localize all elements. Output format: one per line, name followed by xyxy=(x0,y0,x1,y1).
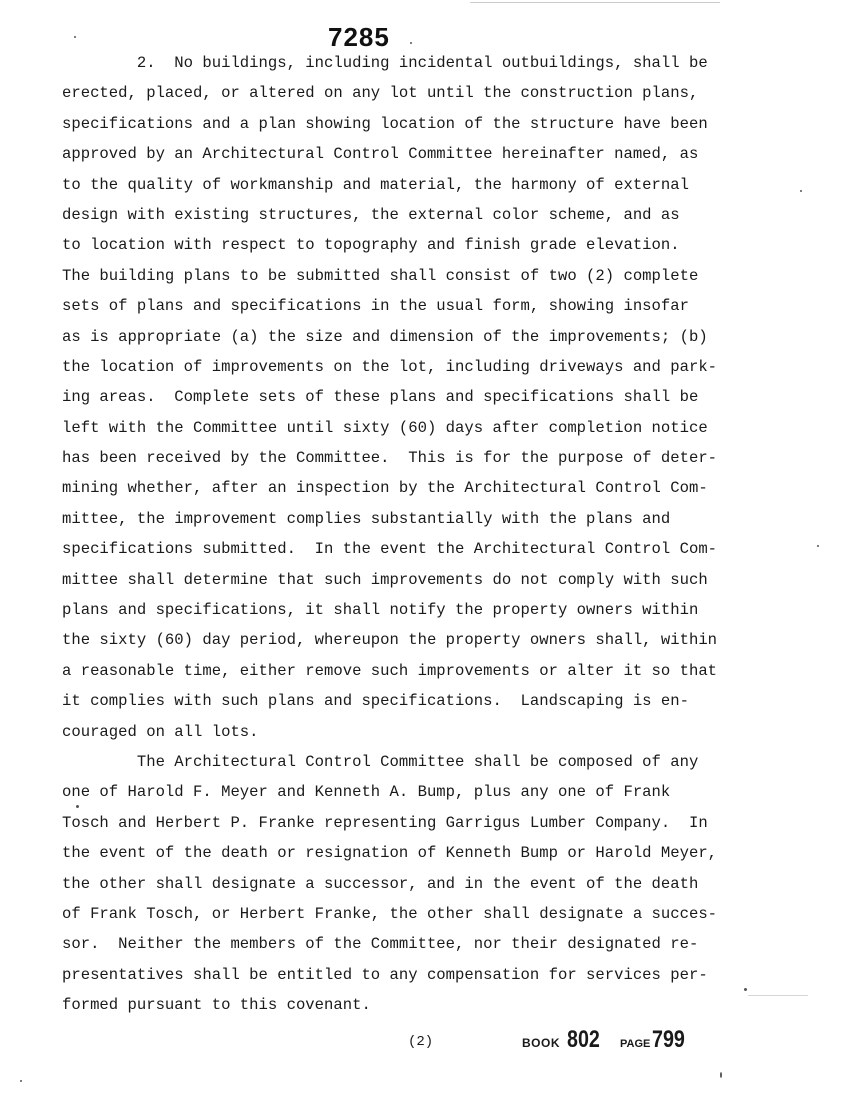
text-line: approved by an Architectural Control Committee hereinafter named, as xyxy=(62,145,699,164)
book-label: BOOK xyxy=(522,1036,560,1050)
text-line: the event of the death or resignation of Kenneth Bump or Harold Meyer, xyxy=(62,844,718,863)
scan-artifact-top xyxy=(470,2,720,3)
book-number: 802 xyxy=(567,1026,600,1053)
scan-speck xyxy=(410,42,412,44)
text-line: design with existing structures, the external color scheme, and as xyxy=(62,205,680,224)
scan-speck xyxy=(20,1080,22,1082)
text-line: mittee, the improvement complies substantially with the plans and xyxy=(62,509,671,528)
text-line: to the quality of workmanship and material, the harmony of external xyxy=(62,175,689,194)
text-line: mittee shall determine that such improvements do not comply with such xyxy=(62,570,708,589)
text-line: specifications and a plan showing location of the structure have been xyxy=(62,114,708,133)
text-line: erected, placed, or altered on any lot until the construction plans, xyxy=(62,84,699,103)
text-line: has been received by the Committee. This is for the purpose of deter- xyxy=(62,449,718,468)
scan-speck xyxy=(800,190,802,192)
text-line: formed pursuant to this covenant. xyxy=(62,996,371,1015)
scan-speck xyxy=(744,988,747,991)
text-line: the location of improvements on the lot, including driveways and park- xyxy=(62,357,718,376)
text-line: ing areas. Complete sets of these plans and specifications shall be xyxy=(62,388,699,407)
text-line: couraged on all lots. xyxy=(62,722,259,741)
scan-speck xyxy=(817,545,819,547)
text-line: as is appropriate (a) the size and dimension of the improvements; (b) xyxy=(62,327,708,346)
scan-speck xyxy=(720,1072,722,1078)
scan-speck xyxy=(74,36,76,38)
body-text xyxy=(62,48,802,1021)
page-number: 799 xyxy=(652,1026,685,1053)
text-line: the sixty (60) day period, whereupon the property owners shall, within xyxy=(62,631,718,650)
text-line: one of Harold F. Meyer and Kenneth A. Bump, plus any one of Frank xyxy=(62,783,671,802)
text-line: 2. No buildings, including incidental outbuildings, shall be xyxy=(62,54,708,72)
text-line: to location with respect to topography and finish grade elevation. xyxy=(62,236,680,255)
scan-speck xyxy=(76,805,79,808)
text-line: a reasonable time, either remove such improvements or alter it so that xyxy=(62,661,718,680)
text-line: the other shall designate a successor, and in the event of the death xyxy=(62,874,699,893)
text-line: plans and specifications, it shall notify the property owners within xyxy=(62,601,699,620)
text-line: Tosch and Herbert P. Franke representing Garrigus Lumber Company. In xyxy=(62,813,708,832)
text-line: The building plans to be submitted shall consist of two (2) complete xyxy=(62,266,699,285)
text-line: presentatives shall be entitled to any compensation for services per- xyxy=(62,965,708,984)
page-label: PAGE xyxy=(620,1038,651,1050)
text-line: it complies with such plans and specifications. Landscaping is en- xyxy=(62,692,689,711)
text-line: mining whether, after an inspection by the Architectural Control Com- xyxy=(62,479,708,498)
text-line: of Frank Tosch, or Herbert Franke, the other shall designate a succes- xyxy=(62,904,718,923)
text-line: The Architectural Control Committee shall be composed of any xyxy=(62,752,699,771)
page-marker: (2) xyxy=(408,1034,434,1050)
text-line: specifications submitted. In the event the Architectural Control Com- xyxy=(62,540,718,559)
document-number: 7285 xyxy=(328,22,390,52)
text-line: sor. Neither the members of the Committee, nor their designated re- xyxy=(62,935,699,954)
scan-artifact-bottom xyxy=(748,995,808,996)
text-line: left with the Committee until sixty (60) days after completion notice xyxy=(62,418,708,437)
text-line: sets of plans and specifications in the usual form, showing insofar xyxy=(62,297,689,316)
